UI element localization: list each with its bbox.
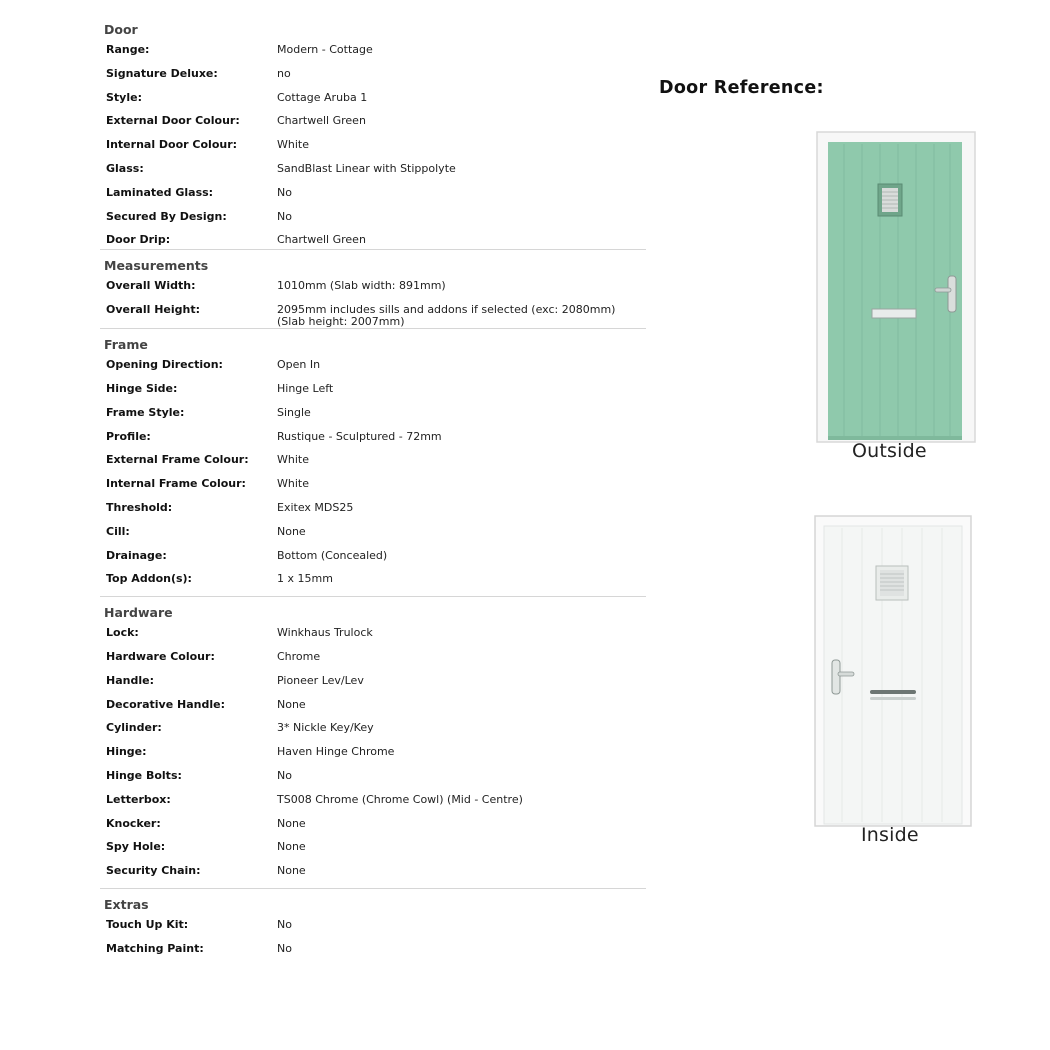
spec-value: Pioneer Lev/Lev bbox=[277, 673, 364, 687]
spec-label: Range: bbox=[106, 43, 150, 56]
spec-row bbox=[100, 769, 646, 793]
spec-row bbox=[100, 303, 646, 328]
spec-label: Handle: bbox=[106, 673, 154, 687]
door-specification bbox=[100, 22, 646, 974]
spec-value: 2095mm includes sills and addons if selected (exc: 2080mm) (Slab height: 2007mm) bbox=[277, 303, 616, 329]
spec-row bbox=[100, 430, 646, 454]
spec-value: Chartwell Green bbox=[277, 114, 366, 128]
spec-label: Internal Frame Colour: bbox=[106, 477, 246, 491]
spec-row bbox=[100, 864, 646, 888]
spec-row bbox=[100, 279, 646, 303]
spec-label: Signature Deluxe: bbox=[106, 66, 218, 80]
spec-label: Hinge: bbox=[106, 745, 147, 759]
spec-row bbox=[100, 745, 646, 769]
outside-caption: Outside bbox=[852, 440, 927, 462]
spec-row bbox=[100, 91, 646, 115]
spec-value: Single bbox=[277, 405, 311, 419]
spec-label: Threshold: bbox=[106, 500, 173, 514]
spec-row bbox=[100, 918, 646, 942]
spec-label: Knocker: bbox=[106, 816, 161, 830]
spec-value: None bbox=[277, 840, 306, 854]
section-title: Hardware bbox=[104, 605, 173, 621]
spec-label: Opening Direction: bbox=[106, 358, 223, 372]
spec-row bbox=[100, 186, 646, 210]
spec-label: Lock: bbox=[106, 626, 139, 640]
spec-label: Style: bbox=[106, 90, 142, 104]
glass-panel bbox=[876, 566, 908, 600]
spec-label: Hardware Colour: bbox=[106, 649, 215, 663]
spec-row bbox=[100, 477, 646, 501]
spec-value: TS008 Chrome (Chrome Cowl) (Mid - Centre) bbox=[277, 792, 523, 806]
spec-label: Spy Hole: bbox=[106, 840, 166, 854]
spec-value: Open In bbox=[277, 358, 321, 372]
section-frame bbox=[100, 337, 646, 597]
spec-value: no bbox=[277, 66, 291, 80]
spec-label: Top Addon(s): bbox=[106, 572, 192, 586]
spec-row bbox=[100, 650, 646, 674]
section-measurements bbox=[100, 258, 646, 329]
spec-value: Chrome bbox=[277, 649, 321, 663]
spec-row bbox=[100, 942, 646, 966]
inside-caption: Inside bbox=[861, 824, 919, 846]
spec-row bbox=[100, 525, 646, 549]
spec-label: Decorative Handle: bbox=[106, 697, 225, 711]
spec-value: Chartwell Green bbox=[277, 233, 366, 247]
section-hardware bbox=[100, 605, 646, 889]
spec-label: External Frame Colour: bbox=[106, 453, 249, 467]
inside-door-image bbox=[812, 514, 974, 828]
spec-label: External Door Colour: bbox=[106, 114, 240, 128]
section-title: Frame bbox=[104, 337, 148, 353]
door-reference-heading: Door Reference: bbox=[659, 78, 824, 98]
spec-label: Touch Up Kit: bbox=[106, 917, 189, 931]
glass-panel bbox=[878, 184, 902, 216]
spec-label: Matching Paint: bbox=[106, 941, 204, 955]
spec-row bbox=[100, 817, 646, 841]
spec-label: Glass: bbox=[106, 161, 144, 175]
spec-row bbox=[100, 453, 646, 477]
spec-value: No bbox=[277, 209, 292, 223]
spec-label: Overall Width: bbox=[106, 279, 196, 293]
spec-value: White bbox=[277, 477, 309, 491]
spec-row bbox=[100, 358, 646, 382]
spec-row bbox=[100, 572, 646, 596]
letterbox bbox=[872, 309, 916, 318]
section-title: Measurements bbox=[104, 258, 209, 274]
spec-value: Bottom (Concealed) bbox=[277, 548, 388, 562]
spec-label: Security Chain: bbox=[106, 864, 201, 878]
spec-label: Secured By Design: bbox=[106, 209, 227, 223]
spec-row bbox=[100, 67, 646, 91]
section-title: Extras bbox=[104, 896, 149, 912]
spec-row bbox=[100, 549, 646, 573]
spec-row bbox=[100, 43, 646, 67]
spec-value: None bbox=[277, 524, 306, 538]
spec-value: 3* Nickle Key/Key bbox=[277, 721, 374, 735]
spec-row bbox=[100, 406, 646, 430]
spec-row bbox=[100, 114, 646, 138]
spec-value: SandBlast Linear with Stippolyte bbox=[277, 161, 456, 175]
spec-value: Hinge Left bbox=[277, 381, 334, 395]
spec-value: White bbox=[277, 138, 309, 152]
spec-label: Profile: bbox=[106, 429, 151, 443]
spec-row bbox=[100, 626, 646, 650]
section-title: Door bbox=[104, 22, 138, 37]
spec-value: Exitex MDS25 bbox=[277, 500, 354, 514]
spec-value: Haven Hinge Chrome bbox=[277, 745, 395, 759]
section-door bbox=[100, 22, 646, 250]
spec-label: Overall Height: bbox=[106, 303, 200, 317]
spec-row bbox=[100, 233, 646, 249]
spec-label: Internal Door Colour: bbox=[106, 138, 238, 152]
spec-value: Rustique - Sculptured - 72mm bbox=[277, 429, 442, 443]
spec-value: None bbox=[277, 816, 306, 830]
spec-value: Modern - Cottage bbox=[277, 43, 373, 56]
spec-value: White bbox=[277, 453, 309, 467]
spec-value: No bbox=[277, 917, 292, 931]
spec-value: None bbox=[277, 697, 306, 711]
spec-value: 1 x 15mm bbox=[277, 572, 333, 586]
spec-label: Frame Style: bbox=[106, 405, 185, 419]
spec-row bbox=[100, 674, 646, 698]
spec-row bbox=[100, 162, 646, 186]
section-extras bbox=[100, 897, 646, 966]
spec-label: Letterbox: bbox=[106, 792, 171, 806]
spec-value: Cottage Aruba 1 bbox=[277, 90, 368, 104]
spec-value: No bbox=[277, 185, 292, 199]
spec-value: Winkhaus Trulock bbox=[277, 626, 373, 640]
spec-label: Laminated Glass: bbox=[106, 185, 214, 199]
spec-label: Cylinder: bbox=[106, 721, 162, 735]
spec-row bbox=[100, 210, 646, 234]
spec-label: Cill: bbox=[106, 524, 130, 538]
spec-label: Hinge Side: bbox=[106, 381, 178, 395]
spec-value: No bbox=[277, 941, 292, 955]
spec-label: Door Drip: bbox=[106, 233, 171, 247]
spec-value: No bbox=[277, 768, 292, 782]
spec-label: Drainage: bbox=[106, 548, 167, 562]
spec-row bbox=[100, 138, 646, 162]
spec-value: 1010mm (Slab width: 891mm) bbox=[277, 279, 446, 293]
spec-label: Hinge Bolts: bbox=[106, 768, 182, 782]
spec-row bbox=[100, 840, 646, 864]
outside-door-image bbox=[814, 130, 978, 444]
spec-row bbox=[100, 793, 646, 817]
spec-row bbox=[100, 382, 646, 406]
spec-row bbox=[100, 501, 646, 525]
spec-row bbox=[100, 698, 646, 722]
spec-value: None bbox=[277, 864, 306, 878]
spec-row bbox=[100, 721, 646, 745]
